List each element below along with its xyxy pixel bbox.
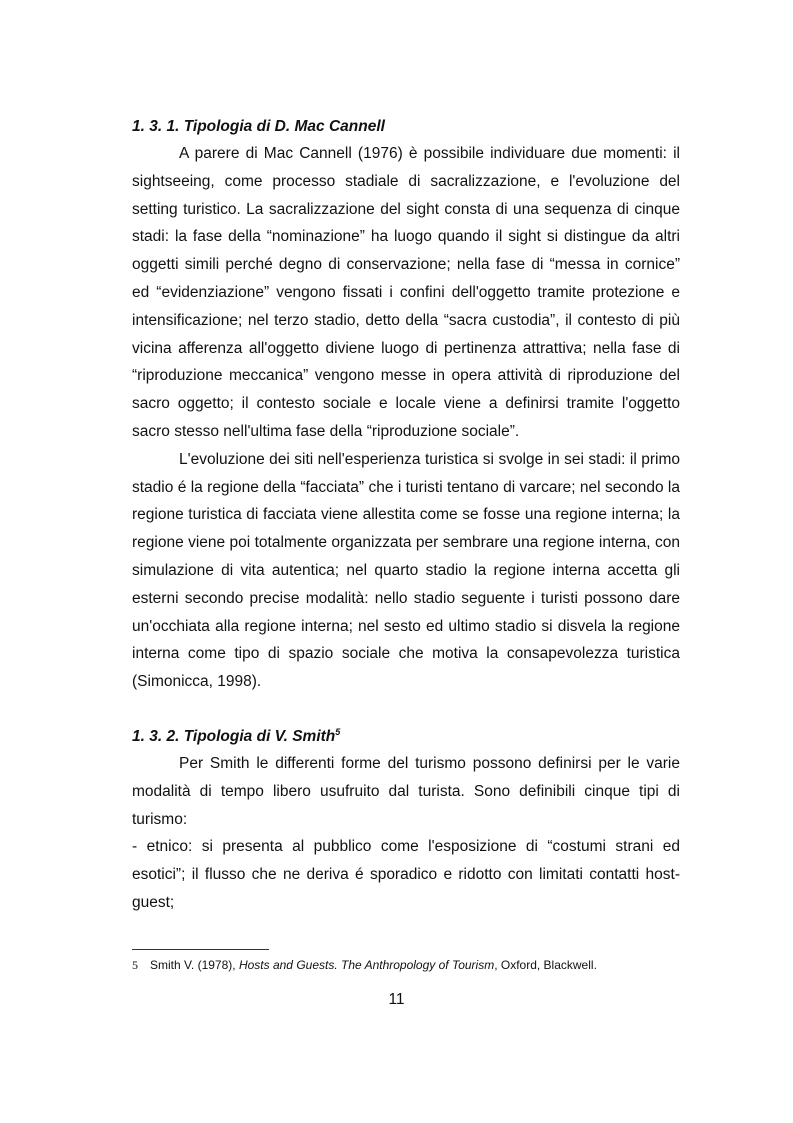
footnote-author: Smith V. (1978),	[150, 958, 236, 972]
section-gap	[132, 696, 680, 723]
footnote-number: 5	[132, 958, 138, 972]
section-heading-smith	[132, 723, 680, 750]
footnote-reference[interactable]: 5	[335, 726, 341, 737]
section-heading-mac-cannell: 1. 3. 1. Tipologia di D. Mac Cannell	[132, 118, 385, 135]
page-number: 11	[388, 991, 405, 1008]
footnote-publisher: , Oxford, Blackwell.	[494, 958, 597, 972]
paragraph-sacralizzazione: A parere di Mac Cannell (1976) è possibile individuare due momenti: il sightseeing, come processo stadiale di sacralizzazione, e l'evoluzione del setting turistico. La sacralizzazione del sight consta di una sequenza di cinque stadi: la fase della “nominazione” ha luogo quando il sight si distingue da altri oggetti simili perché degno di conservazione; nella fase di “messa in cornice” ed “evidenziazione” vengono fissati i confini dell'oggetto tramite protezione e intensificazione; nel terzo stadio, detto della “sacra custodia”, il contesto di più vicina afferenza all'oggetto diviene luogo di pertinenza attrattiva; nella fase di “riproduzione meccanica” vengono messe in opera attività di riproduzione del sacro oggetto; il contesto sociale e locale viene a definirsi tramite l'oggetto sacro stesso nell'ultima fase della “riproduzione sociale”.	[132, 145, 680, 440]
footnote-title: Hosts and Guests. The Anthropology of Tourism	[238, 958, 495, 972]
section-heading-smith-text: 1. 3. 2. Tipologia di V. Smith	[132, 727, 336, 745]
page-body	[132, 113, 680, 917]
footnote-divider	[132, 949, 269, 950]
paragraph-smith-intro: Per Smith le differenti forme del turismo possono definirsi per le varie modalità di tempo libero usufruito dal turista. Sono definibili cinque tipi di turismo:	[132, 754, 680, 828]
list-item-etnico: - etnico: si presenta al pubblico come l'esposizione di “costumi strani ed esotici”; il flusso che ne deriva é sporadico e ridotto con limitati contatti host-guest;	[132, 838, 680, 911]
paragraph-evoluzione-siti: L'evoluzione dei siti nell'esperienza turistica si svolge in sei stadi: il primo stadio é la regione della “facciata” che i turisti tentano di varcare; nel secondo la regione turistica di facciata viene allestita come se fosse una regione interna; la regione viene poi totalmente organizzata per sembrare una regione interna, con simulazione di vita autentica; nel quarto stadio la regione interna accetta gli esterni secondo precise modalità: nello stadio seguente i turisti possono dare un'occhiata alla regione interna; nel sesto ed ultimo stadio si disvela la regione interna come tipo di spazio sociale che motiva la consapevolezza turistica (Simonicca, 1998).	[132, 450, 680, 691]
footnote	[132, 957, 692, 973]
